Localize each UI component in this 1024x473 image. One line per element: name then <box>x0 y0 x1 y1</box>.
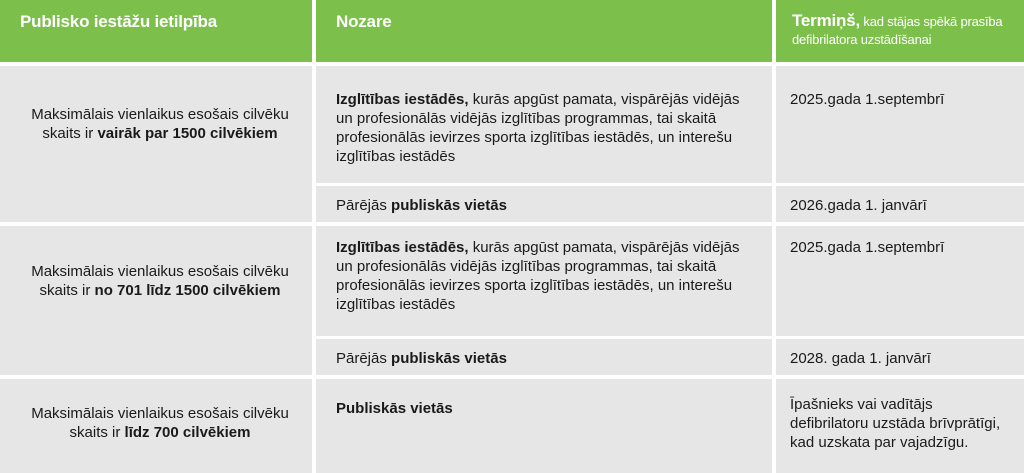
row2-sector-education-text: kurās apgūst pamata, vispārējās vidējās un profesionālās vidējās izglītības programmas, tai skaitā profesionālās ievirzes sporta izglītības iestādēs, un interešu izglītības iestādēs <box>336 239 740 313</box>
row2-sector-education-bold: Izglītības iestādēs, <box>336 239 469 256</box>
row3-sector-public <box>316 379 772 473</box>
row2-sector-public <box>316 336 772 375</box>
row3-sector-public-bold: Publiskās vietās <box>336 400 453 417</box>
row2-capacity-bold: no 701 līdz 1500 cilvēkiem <box>94 281 281 299</box>
row3-capacity-text: Maksimālais vienlaikus esošais cilvēku skaits ir <box>31 405 289 441</box>
header-deadline-bold: Termiņš, <box>792 11 860 30</box>
row2-sector-education <box>316 226 772 336</box>
header-deadline <box>776 0 1024 62</box>
row1-date-public: 2026.gada 1. janvārī <box>776 183 1024 222</box>
row1-sector-education-text: kurās apgūst pamata, vispārējās vidējās un profesionālās vidējās izglītības programmas, tai skaitā profesionālās ievirzes sporta izglītības iestādēs, un interešu izglītības iestādēs <box>336 91 740 165</box>
row3-capacity <box>0 379 312 473</box>
row1-sector-public <box>316 183 772 222</box>
header-deadline-rest: kad stājas spēkā prasība defibrilatora uzstādīšanai <box>792 14 1003 47</box>
row1-capacity <box>0 66 312 222</box>
row2-date-education: 2025.gada 1.septembrī <box>776 226 1024 336</box>
header-sector: Nozare <box>316 0 772 62</box>
row1-capacity-text: Maksimālais vienlaikus esošais cilvēku skaits ir <box>31 106 289 142</box>
row1-sector-education-bold: Izglītības iestādēs, <box>336 91 469 108</box>
row3-capacity-bold: līdz 700 cilvēkiem <box>124 424 251 441</box>
row2-capacity <box>0 226 312 375</box>
row1-sector-public-text: Pārējās <box>336 197 392 214</box>
header-capacity: Publisko iestāžu ietilpība <box>0 0 312 62</box>
row1-sector-public-bold: publiskās vietās <box>391 197 507 214</box>
row1-capacity-bold: vairāk par 1500 cilvēkiem <box>97 125 278 142</box>
row3-date: Īpašnieks vai vadītājs defibrilatoru uzstāda brīvprātīgi, kad uzskata par vajadzīgu. <box>776 379 1024 473</box>
row2-sector-public-bold: publiskās vietās <box>391 350 507 367</box>
row2-sector-public-text: Pārējās <box>336 350 392 367</box>
row1-date-education: 2025.gada 1.septembrī <box>776 66 1024 183</box>
row2-capacity-text: Maksimālais vienlaikus esošais cilvēku skaits ir <box>31 262 289 299</box>
row2-date-public: 2028. gada 1. janvārī <box>776 336 1024 375</box>
row1-sector-education <box>316 66 772 183</box>
